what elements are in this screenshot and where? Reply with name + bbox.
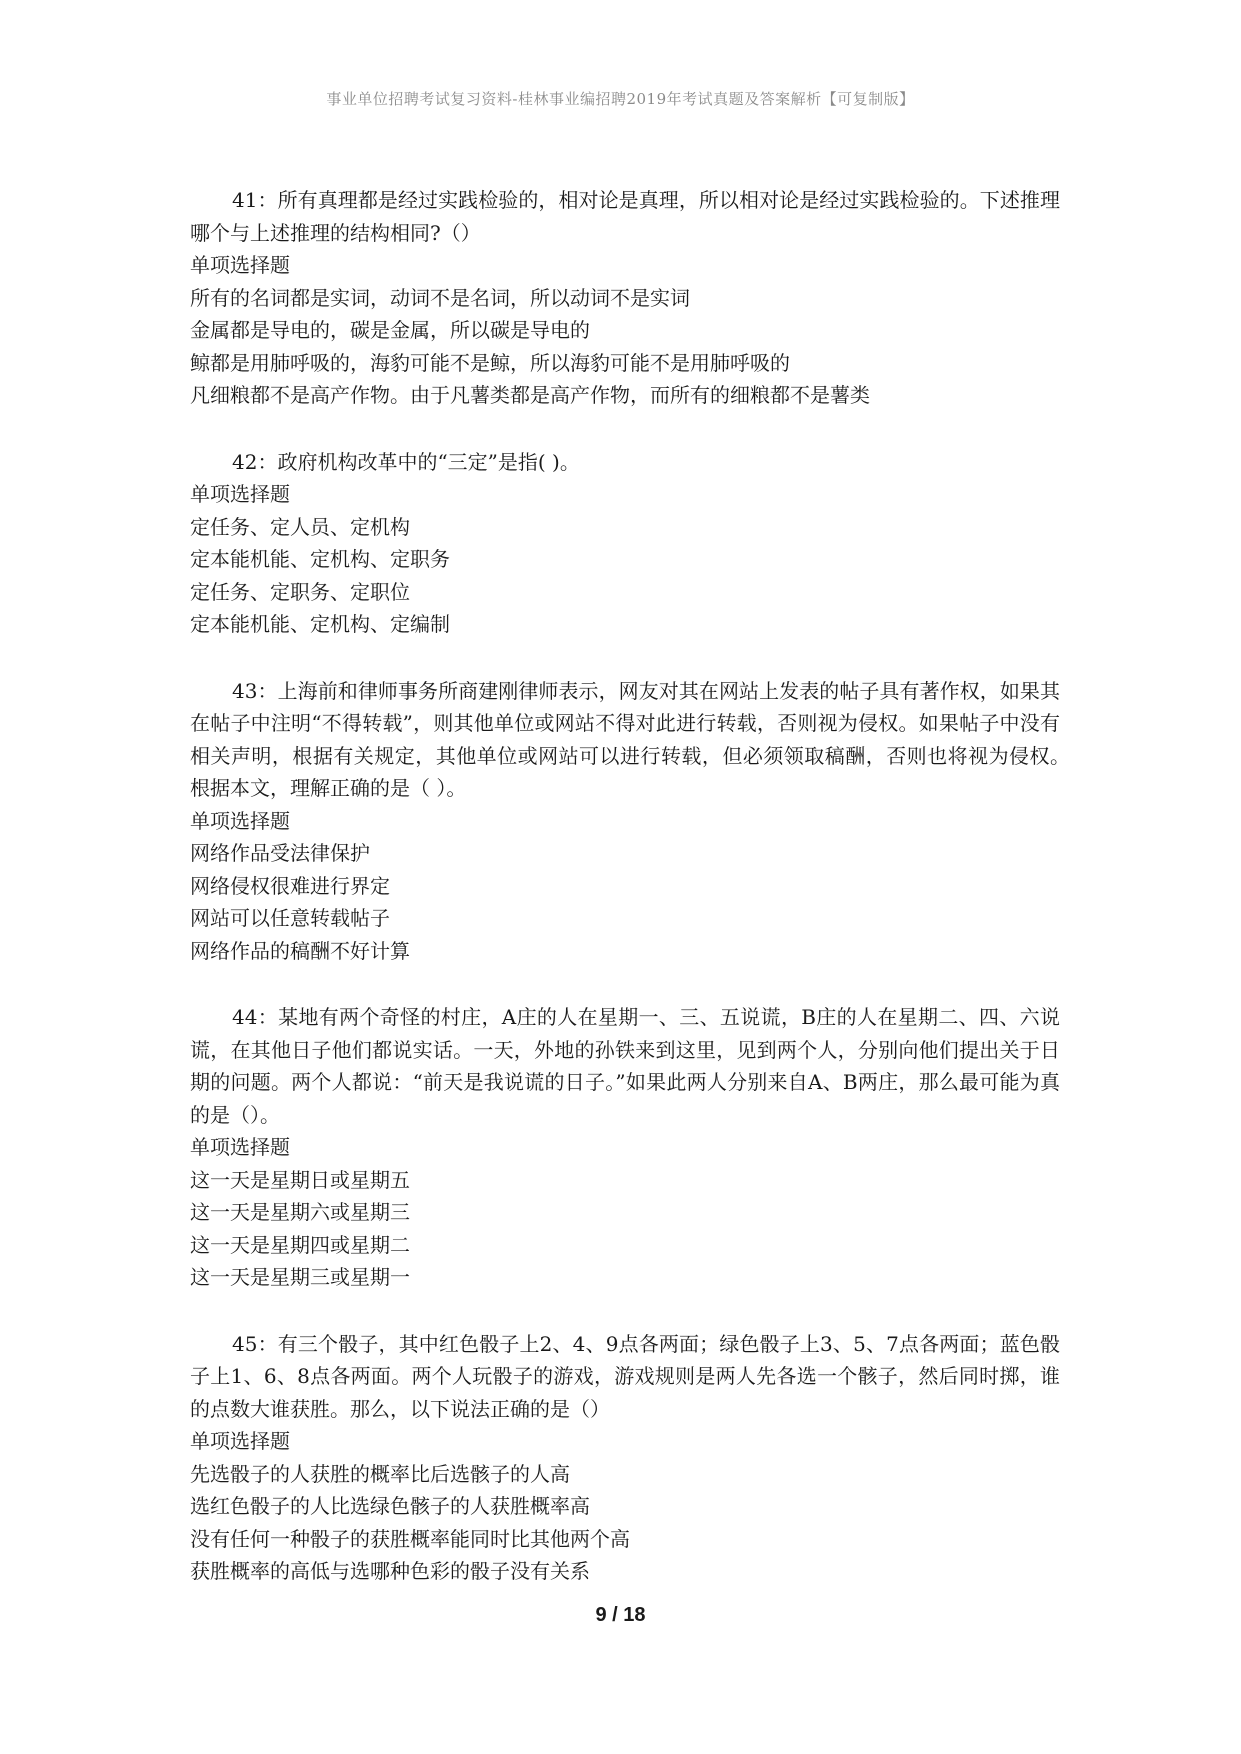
option-c: 网站可以任意转载帖子: [190, 906, 390, 930]
question-42: [190, 446, 1060, 641]
question-type: 单项选择题: [190, 1429, 290, 1453]
option-b: 网络侵权很难进行界定: [190, 873, 390, 898]
option-d: 凡细粮都不是高产作物。由于凡薯类都是高产作物，而所有的细粮都不是薯类: [190, 383, 870, 407]
question-type: 单项选择题: [190, 253, 290, 277]
option-c: 鲸都是用肺呼吸的，海豹可能不是鲸，所以海豹可能不是用肺呼吸的: [190, 350, 790, 375]
question-type: 单项选择题: [190, 482, 290, 506]
question-44: [190, 1001, 1060, 1294]
option-a: 这一天是星期日或星期五: [190, 1167, 410, 1192]
option-a: 定任务、定人员、定机构: [190, 514, 410, 539]
option-b: 定本能机能、定机构、定职务: [190, 547, 450, 571]
option-b: 选红色骰子的人比选绿色骸子的人获胜概率高: [190, 1494, 590, 1518]
question-text: 44：某地有两个奇怪的村庄，A庄的人在星期一、三、五说谎，B庄的人在星期二、四、六说谎，在其他日子他们都说实话。一天，外地的孙铁来到这里，见到两个人，分别向他们提出关于日期的问题。两个人都说：“前天是我说谎的日子。”如果此两人分别来自A、B两庄，那么最可能为真的是（）。: [190, 1005, 1060, 1127]
question-list: [190, 184, 1100, 1622]
option-c: 没有任何一种骰子的获胜概率能同时比其他两个高: [190, 1526, 630, 1551]
page-header: 事业单位招聘考试复习资料-桂林事业编招聘2019年考试真题及答案解析【可复制版】: [326, 90, 915, 108]
question-text: 42：政府机构改革中的“三定”是指( )。: [232, 449, 580, 474]
option-b: 这一天是星期六或星期三: [190, 1200, 410, 1224]
question-41: [190, 184, 1060, 412]
option-c: 定任务、定职务、定职位: [190, 579, 410, 604]
option-a: 网络作品受法律保护: [190, 841, 370, 865]
question-45: [190, 1328, 1060, 1588]
question-type: 单项选择题: [190, 1135, 290, 1159]
option-d: 这一天是星期三或星期一: [190, 1265, 410, 1289]
question-type: 单项选择题: [190, 808, 290, 833]
option-a: 所有的名词都是实词，动词不是名词，所以动词不是实词: [190, 285, 690, 310]
page-number: 9 / 18: [595, 1604, 646, 1626]
option-a: 先选骰子的人获胜的概率比后选骸子的人高: [190, 1461, 570, 1486]
option-d: 获胜概率的高低与选哪种色彩的骰子没有关系: [190, 1559, 590, 1583]
question-text: 45：有三个骰子，其中红色骰子上2、4、9点各两面；绿色骰子上3、5、7点各两面；蓝色骰子上1、6、8点各两面。两个人玩骰子的游戏，游戏规则是两人先各选一个骸子，然后同时掷，谁的点数大谁获胜。那么，以下说法正确的是（）: [190, 1331, 1060, 1421]
option-d: 定本能机能、定机构、定编制: [190, 612, 450, 636]
option-c: 这一天是星期四或星期二: [190, 1232, 410, 1257]
question-text: 43：上海前和律师事务所商建刚律师表示，网友对其在网站上发表的帖子具有著作权，如果其在帖子中注明“不得转载”，则其他单位或网站不得对此进行转载，否则视为侵权。如果帖子中没有相关声明，根据有关规定，其他单位或网站可以进行转载，但必须领取稿酬，否则也将视为侵权。 根据本文，理解正确的是（ ）。: [190, 678, 1100, 800]
question-text: 41：所有真理都是经过实践检验的，相对论是真理，所以相对论是经过实践检验的。下述推理哪个与上述推理的结构相同?（）: [190, 188, 1060, 245]
option-d: 网络作品的稿酬不好计算: [190, 938, 410, 963]
question-43: [190, 675, 1100, 968]
option-b: 金属都是导电的，碳是金属，所以碳是导电的: [190, 318, 590, 342]
